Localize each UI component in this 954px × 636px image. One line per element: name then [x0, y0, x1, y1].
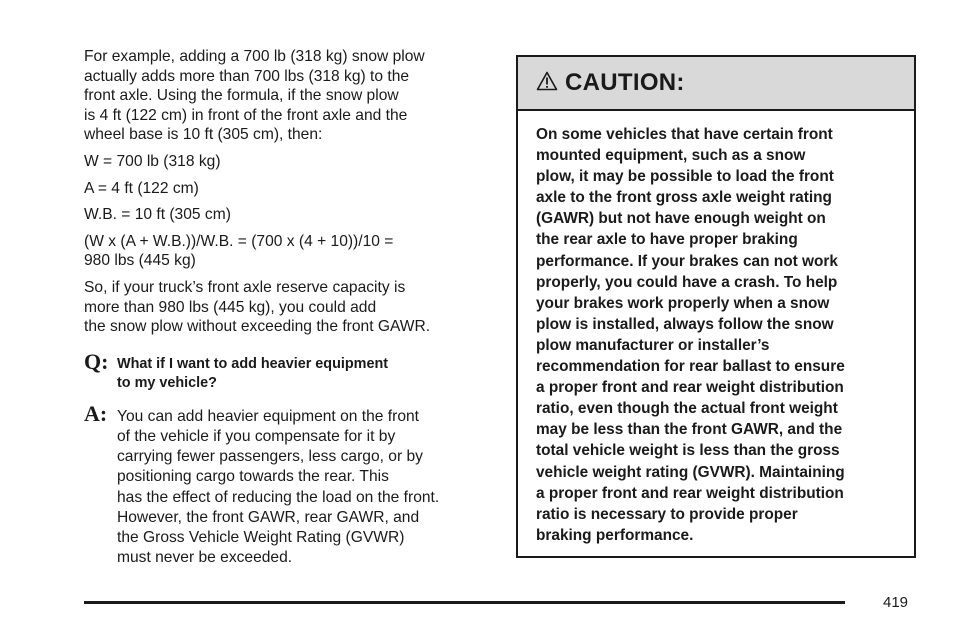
- answer-line: positioning cargo towards the rear. This: [117, 468, 389, 486]
- question-line: What if I want to add heavier equipment: [117, 355, 389, 372]
- caution-line: a proper front and rear weight distribution: [536, 484, 844, 502]
- answer-line: has the effect of reducing the load on the front.: [117, 488, 440, 506]
- wb-value: [84, 205, 494, 225]
- answer-block: [84, 400, 494, 569]
- question-line: to my vehicle?: [117, 374, 217, 391]
- caution-line: the rear axle to have proper braking: [536, 231, 798, 249]
- caution-line: plow is installed, always follow the snow: [536, 315, 834, 333]
- footer-divider: [84, 601, 845, 604]
- text-line: is 4 ft (122 cm) in front of the front axle and the: [84, 106, 408, 124]
- left-column: [84, 47, 494, 568]
- caution-line: total vehicle weight is less than the gross: [536, 442, 840, 460]
- text-line: For example, adding a 700 lb (318 kg) snow plow: [84, 48, 425, 65]
- text-line: W.B. = 10 ft (305 cm): [84, 206, 231, 224]
- caution-line: plow manufacturer or installer’s: [536, 336, 770, 354]
- answer-line: must never be exceeded.: [117, 549, 293, 567]
- caution-line: On some vehicles that have certain front: [536, 126, 833, 143]
- example-intro: [84, 47, 494, 145]
- caution-line: may be less than the front GAWR, and the: [536, 421, 843, 439]
- caution-header: [518, 57, 914, 111]
- formula: [84, 232, 494, 271]
- text-line: actually adds more than 700 lbs (318 kg) to the: [84, 67, 410, 85]
- text-line: So, if your truck’s front axle reserve capacity is: [84, 278, 406, 296]
- text-line: 980 lbs (445 kg): [84, 252, 196, 270]
- answer-line: However, the front GAWR, rear GAWR, and: [117, 508, 420, 526]
- page-number: 419: [883, 594, 909, 611]
- answer-line: carrying fewer passengers, less cargo, or by: [117, 448, 423, 466]
- text-line: front axle. Using the formula, if the snow plow: [84, 87, 399, 105]
- caution-line: plow, it may be possible to load the front: [536, 168, 834, 186]
- w-value: [84, 152, 494, 172]
- text-line: (W x (A + W.B.))/W.B. = (700 x (4 + 10))/10 =: [84, 232, 394, 250]
- caution-line: your brakes work properly when a snow: [536, 294, 830, 312]
- caution-text: [518, 111, 914, 546]
- text-line: A = 4 ft (122 cm): [84, 179, 199, 197]
- caution-line: vehicle weight rating (GVWR). Maintaining: [536, 463, 845, 481]
- caution-box: [516, 55, 916, 558]
- example-conclusion: [84, 278, 494, 337]
- caution-line: mounted equipment, such as a snow: [536, 147, 806, 165]
- caution-line: (GAWR) but not have enough weight on: [536, 210, 826, 228]
- caution-line: a proper front and rear weight distribution: [536, 379, 844, 397]
- caution-line: performance. If your brakes can not work: [536, 252, 838, 270]
- answer-line: of the vehicle if you compensate for it by: [117, 427, 396, 445]
- text-line: the snow plow without exceeding the front GAWR.: [84, 318, 431, 336]
- question-block: [84, 348, 494, 393]
- question-mark-label: Q:: [84, 348, 109, 374]
- text-line: wheel base is 10 ft (305 cm), then:: [84, 126, 323, 144]
- answer-mark-label: A:: [84, 400, 108, 426]
- answer-line: the Gross Vehicle Weight Rating (GVWR): [117, 528, 405, 546]
- answer-line: You can add heavier equipment on the front: [117, 407, 419, 425]
- a-value: [84, 179, 494, 199]
- text-line: W = 700 lb (318 kg): [84, 152, 221, 170]
- caution-line: braking performance.: [536, 526, 694, 544]
- caution-line: ratio is necessary to provide proper: [536, 505, 798, 523]
- warning-triangle-icon: [536, 71, 565, 96]
- caution-line: ratio, even though the actual front weight: [536, 400, 838, 418]
- caution-line: axle to the front gross axle weight rating: [536, 189, 832, 207]
- text-line: more than 980 lbs (445 kg), you could add: [84, 298, 377, 316]
- caution-line: recommendation for rear ballast to ensure: [536, 358, 845, 376]
- caution-title: CAUTION:: [565, 69, 685, 96]
- caution-line: properly, you could have a crash. To help: [536, 273, 838, 291]
